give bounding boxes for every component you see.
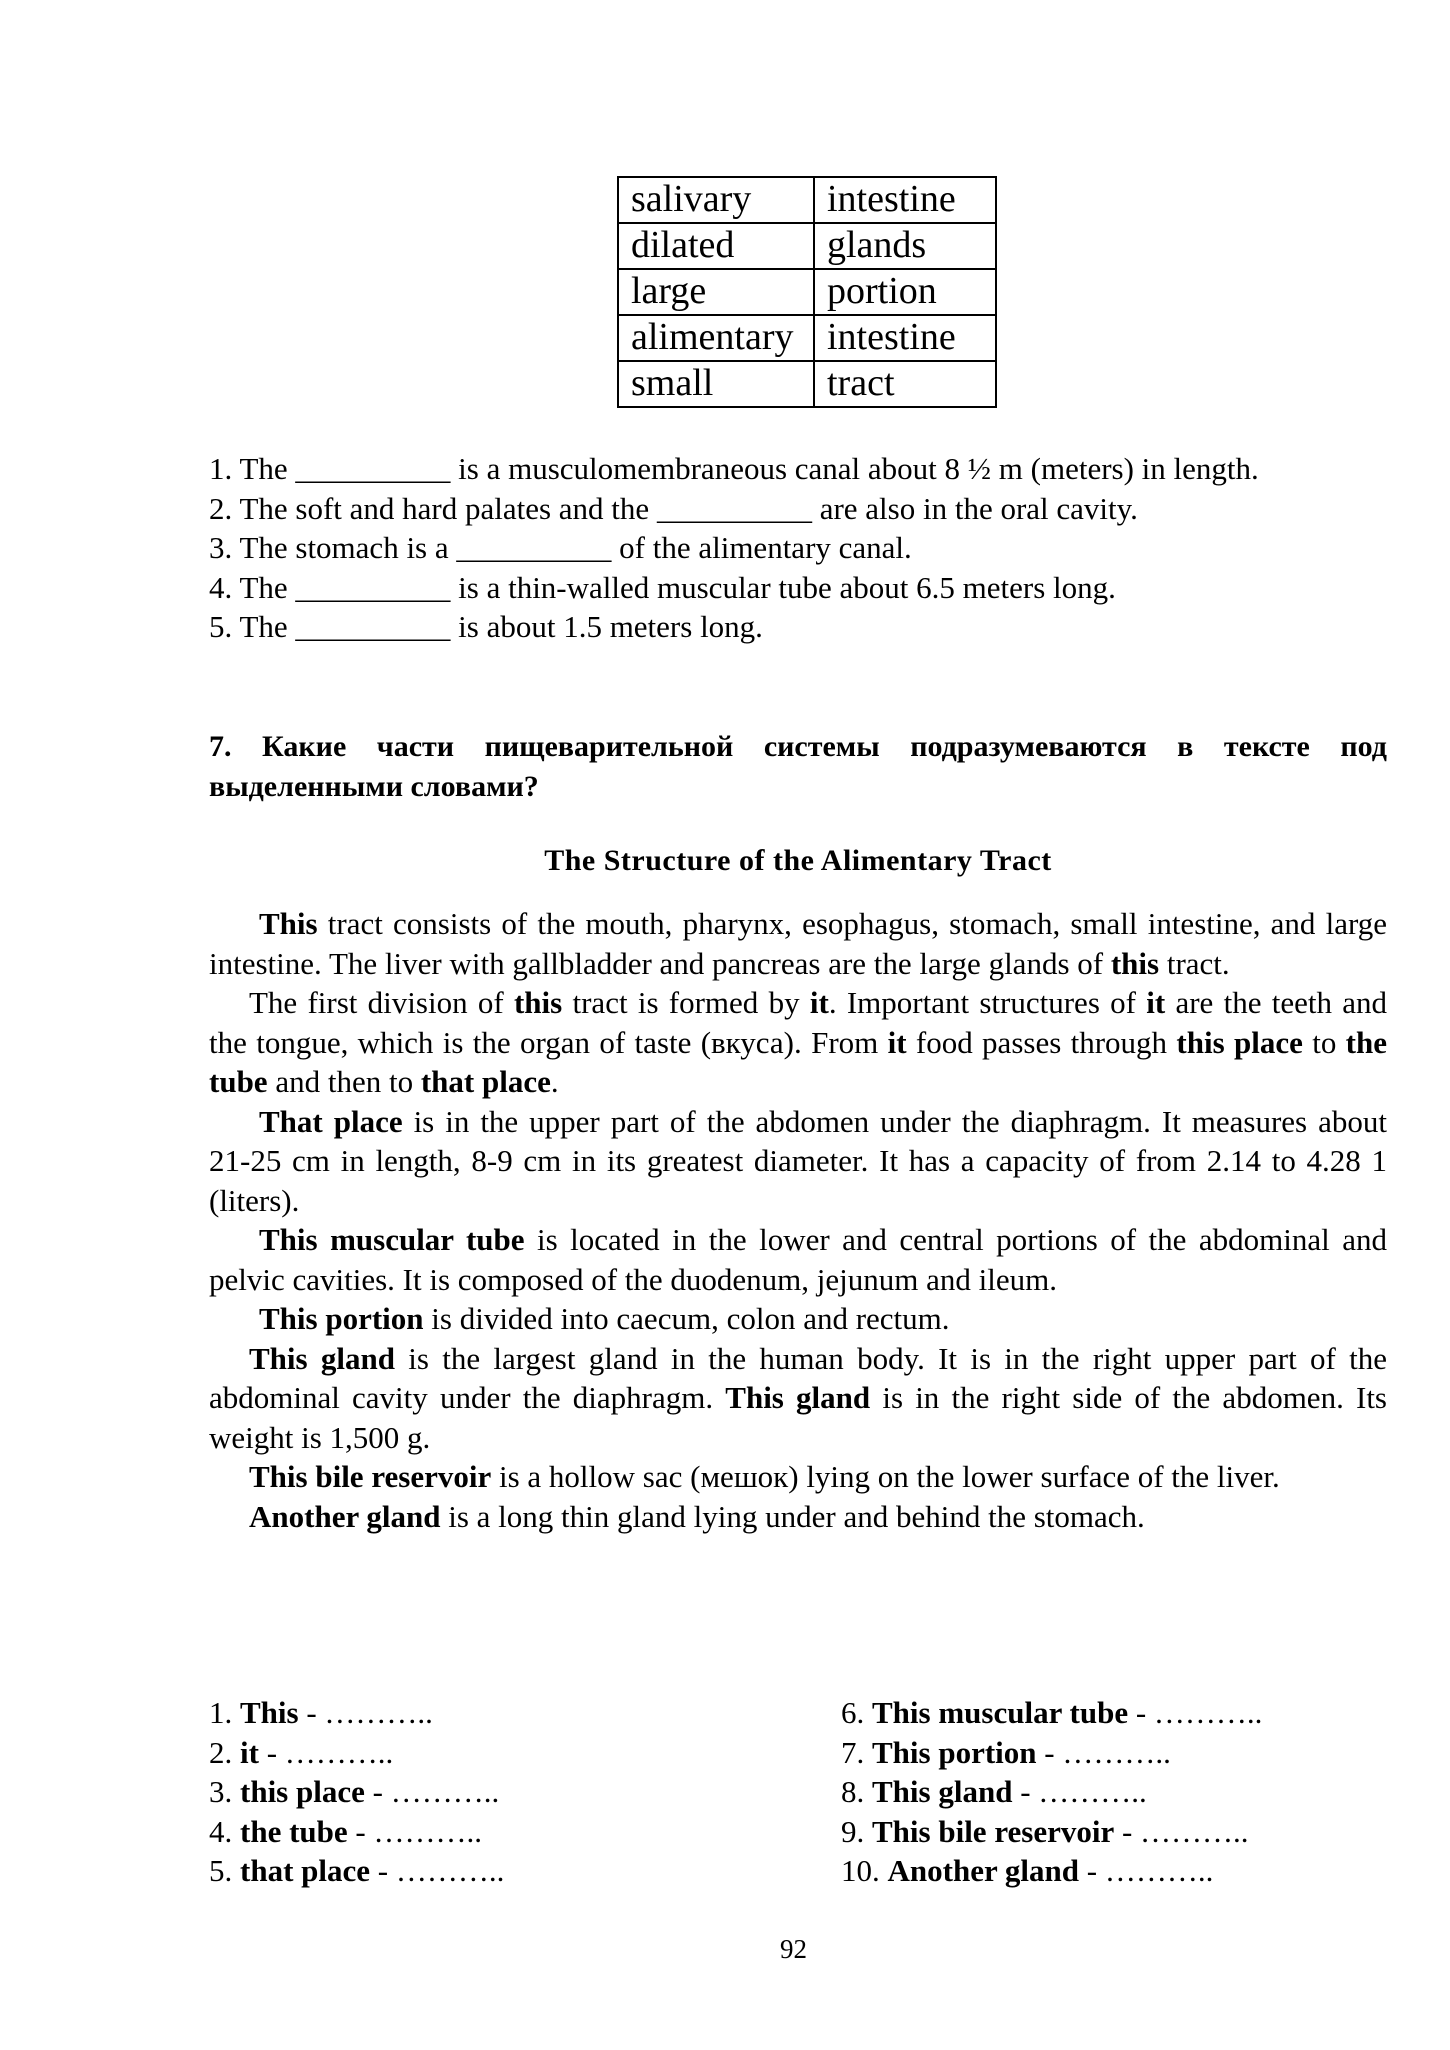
table-cell: glands bbox=[814, 223, 996, 269]
list-item bbox=[841, 1851, 1262, 1891]
fill-in-sentences bbox=[209, 449, 1387, 647]
paragraph-text: and then to bbox=[267, 1064, 421, 1099]
highlighted-word: it bbox=[887, 1024, 907, 1060]
sentence-item bbox=[209, 449, 1387, 489]
item-answer-dots: - ……….. bbox=[1036, 1734, 1171, 1770]
reading-text bbox=[209, 904, 1387, 1536]
table-row bbox=[618, 269, 996, 315]
word-match-table bbox=[617, 176, 997, 408]
table-row bbox=[618, 361, 996, 407]
list-item bbox=[841, 1733, 1262, 1773]
table-cell: tract bbox=[814, 361, 996, 407]
paragraph-text: is in the right side of the abdomen. Its weight is 1,500 g. bbox=[209, 1380, 1387, 1455]
paragraph bbox=[209, 1339, 1387, 1458]
sentence-item bbox=[209, 528, 1387, 568]
item-term: that place bbox=[240, 1853, 371, 1888]
item-number: 6. bbox=[841, 1695, 872, 1730]
paragraph-text: . bbox=[550, 1064, 559, 1099]
table-row bbox=[618, 223, 996, 269]
answer-blank: __________ bbox=[295, 609, 451, 644]
item-number: 9. bbox=[841, 1813, 872, 1849]
item-answer-dots: - ……….. bbox=[1012, 1774, 1147, 1809]
sentence-text: 2. The soft and hard palates and the bbox=[209, 490, 657, 526]
answer-blank: __________ bbox=[295, 451, 451, 486]
paragraph-text: is a hollow sac (мешок) lying on the lower surface of the liver. bbox=[491, 1459, 1280, 1494]
table-cell: alimentary bbox=[618, 315, 814, 361]
answer-blank: __________ bbox=[295, 569, 451, 605]
paragraph-text: is the largest gland in the human body. It is in the right upper part of the abdominal cavity under the diaphragm. bbox=[209, 1340, 1387, 1415]
paragraph bbox=[209, 1299, 1387, 1339]
table-cell: small bbox=[618, 361, 814, 407]
paragraph-text: The first division of bbox=[249, 985, 514, 1020]
item-term: This gland bbox=[872, 1774, 1013, 1809]
sentence-item bbox=[209, 568, 1387, 608]
item-answer-dots: - ……….. bbox=[258, 1734, 394, 1770]
item-term: This muscular tube bbox=[872, 1695, 1129, 1730]
table-row bbox=[618, 177, 996, 223]
paragraph-text: are the teeth and the tongue, which is the organ of taste (вкуса). From bbox=[209, 985, 1388, 1060]
answer-blank: __________ bbox=[656, 490, 812, 526]
highlighted-word: it bbox=[1146, 985, 1166, 1020]
list-item bbox=[841, 1812, 1262, 1852]
item-answer-dots: - ……….. bbox=[1079, 1853, 1214, 1888]
paragraph-text: is divided into caecum, colon and rectum. bbox=[423, 1301, 950, 1336]
item-term: it bbox=[240, 1734, 259, 1770]
list-item bbox=[209, 1772, 504, 1812]
task-heading: 7. Какие части пищеварительной системы подразумеваются в тексте под выделенными словами? bbox=[209, 730, 1387, 803]
item-term: This portion bbox=[872, 1734, 1037, 1770]
paragraph-text: . Important structures of bbox=[828, 985, 1147, 1020]
paragraph-text: tract is formed by bbox=[562, 985, 810, 1020]
table-cell: intestine bbox=[814, 315, 996, 361]
paragraph-text: to bbox=[1302, 1024, 1346, 1060]
table-cell: large bbox=[618, 269, 814, 315]
text-title: The Structure of the Alimentary Tract bbox=[544, 844, 1052, 877]
table-cell: dilated bbox=[618, 223, 814, 269]
item-term: This bile reservoir bbox=[872, 1813, 1115, 1849]
highlighted-word: This bile reservoir bbox=[249, 1459, 492, 1494]
item-number: 3. bbox=[209, 1774, 240, 1809]
page-number: 92 bbox=[780, 1934, 807, 1964]
item-answer-dots: - ……….. bbox=[1128, 1695, 1263, 1730]
item-number: 1. bbox=[209, 1695, 240, 1730]
item-number: 4. bbox=[209, 1813, 240, 1849]
item-answer-dots: - ……….. bbox=[298, 1695, 433, 1730]
item-number: 10. bbox=[841, 1853, 888, 1888]
table-row bbox=[618, 315, 996, 361]
item-number: 5. bbox=[209, 1853, 240, 1888]
sentence-text: 1. The bbox=[209, 451, 296, 486]
list-item bbox=[209, 1733, 504, 1773]
item-answer-dots: - ……….. bbox=[347, 1813, 482, 1849]
item-number: 8. bbox=[841, 1774, 872, 1809]
table-cell: portion bbox=[814, 269, 996, 315]
item-answer-dots: - ……….. bbox=[370, 1853, 505, 1888]
sentence-text: 5. The bbox=[209, 609, 296, 644]
highlighted-word: This gland bbox=[249, 1340, 395, 1376]
highlighted-word: this bbox=[1110, 945, 1160, 981]
highlighted-word: This bbox=[259, 906, 318, 941]
highlighted-word: This muscular tube bbox=[259, 1222, 525, 1257]
highlighted-word: the tube bbox=[209, 1024, 1387, 1099]
sentence-text: are also in the oral cavity. bbox=[811, 490, 1138, 526]
paragraph bbox=[209, 1220, 1387, 1299]
sentence-text: 3. The stomach is a bbox=[209, 530, 457, 565]
paragraph bbox=[209, 904, 1387, 983]
paragraph-text: is located in the lower and central portions of the abdominal and pelvic cavities. It is composed of the duodenum, jejunum and ileum. bbox=[209, 1222, 1387, 1297]
item-number: 7. bbox=[841, 1734, 872, 1770]
answer-blank: __________ bbox=[456, 530, 612, 565]
paragraph bbox=[209, 1497, 1387, 1537]
list-item bbox=[209, 1812, 504, 1852]
highlighted-word: it bbox=[809, 985, 829, 1020]
item-term: the tube bbox=[240, 1813, 348, 1849]
highlighted-word: this bbox=[513, 985, 563, 1020]
item-term: This bbox=[240, 1695, 299, 1730]
sentence-text: is about 1.5 meters long. bbox=[450, 609, 763, 644]
table-cell: salivary bbox=[618, 177, 814, 223]
list-item bbox=[841, 1772, 1262, 1812]
item-term: this place bbox=[240, 1774, 365, 1809]
answer-list-left bbox=[209, 1693, 504, 1891]
highlighted-word: that place bbox=[420, 1064, 551, 1099]
list-item bbox=[209, 1851, 504, 1891]
item-answer-dots: - ……….. bbox=[1114, 1813, 1249, 1849]
sentence-text: 4. The bbox=[209, 569, 296, 605]
table-cell: intestine bbox=[814, 177, 996, 223]
paragraph-text: is a long thin gland lying under and behind the stomach. bbox=[440, 1498, 1145, 1534]
item-number: 2. bbox=[209, 1734, 240, 1770]
answer-list-right bbox=[841, 1693, 1262, 1891]
sentence-text: of the alimentary canal. bbox=[611, 530, 912, 565]
highlighted-word: This portion bbox=[259, 1301, 424, 1336]
paragraph-text: is in the upper part of the abdomen under the diaphragm. It measures about 21-25 cm in length, 8-9 cm in its greatest diameter. It has a capacity of from 2.14 to 4.28 1 (liters). bbox=[209, 1103, 1387, 1218]
paragraph-text: tract. bbox=[1159, 945, 1230, 981]
paragraph bbox=[209, 983, 1387, 1102]
highlighted-word: That place bbox=[259, 1103, 403, 1139]
sentence-text: is a musculomembraneous canal about 8 ½ m (meters) in length. bbox=[450, 451, 1259, 486]
highlighted-word: This gland bbox=[725, 1380, 871, 1415]
paragraph bbox=[209, 1457, 1387, 1497]
list-item bbox=[209, 1693, 504, 1733]
sentence-item bbox=[209, 489, 1387, 529]
highlighted-word: Another gland bbox=[249, 1498, 441, 1534]
list-item bbox=[841, 1693, 1262, 1733]
sentence-item bbox=[209, 607, 1387, 647]
paragraph-text: tract consists of the mouth, pharynx, esophagus, stomach, small intestine, and large intestine. The liver with gallbladder and pancreas are the large glands of bbox=[209, 906, 1387, 981]
highlighted-word: this place bbox=[1176, 1024, 1303, 1060]
sentence-text: is a thin-walled muscular tube about 6.5 meters long. bbox=[450, 569, 1116, 605]
paragraph-text: food passes through bbox=[906, 1024, 1177, 1060]
item-term: Another gland bbox=[887, 1853, 1079, 1888]
item-answer-dots: - ……….. bbox=[364, 1774, 500, 1809]
paragraph bbox=[209, 1102, 1387, 1221]
